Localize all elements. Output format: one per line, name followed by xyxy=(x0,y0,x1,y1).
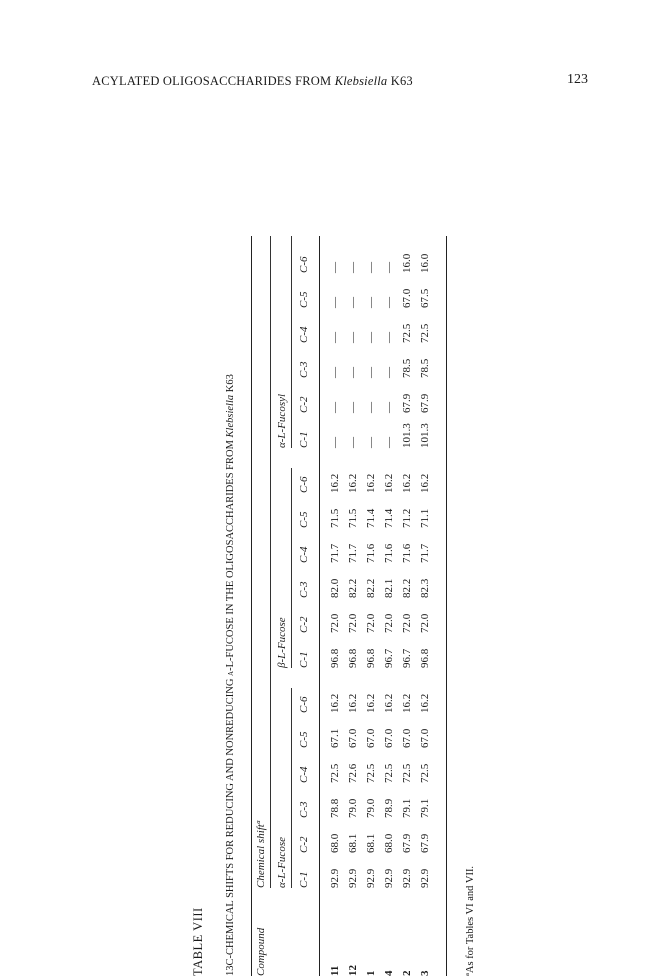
alpha-fucosyl-value: — xyxy=(365,332,377,343)
page-number: 123 xyxy=(567,72,588,88)
rotated-table-block xyxy=(191,206,481,976)
alpha-fucose-value: 79.0 xyxy=(365,799,377,818)
alpha-fucose-value: 67.0 xyxy=(419,729,431,748)
alpha-fucosyl-value: — xyxy=(329,262,341,273)
alpha-fucose-value: 16.2 xyxy=(383,694,395,713)
alpha-fucose-header-c-2: C-2 xyxy=(298,837,310,854)
beta-fucose-value: 72.0 xyxy=(419,614,431,633)
alpha-fucosyl-value: — xyxy=(383,402,395,413)
alpha-fucose-value: 72.5 xyxy=(329,764,341,783)
alpha-fucosyl-value: — xyxy=(365,367,377,378)
running-head xyxy=(92,74,588,94)
alpha-fucose-value: 16.2 xyxy=(365,694,377,713)
beta-fucose-header-c-3: C-3 xyxy=(298,582,310,599)
alpha-fucosyl-value: — xyxy=(383,332,395,343)
alpha-fucose-value: 92.9 xyxy=(347,869,359,888)
alpha-fucosyl-header-c-4: C-4 xyxy=(298,327,310,344)
beta-fucose-value: 82.2 xyxy=(365,579,377,598)
header-chemical-shift: Chemical shiftª xyxy=(255,821,267,888)
alpha-fucose-value: 72.5 xyxy=(383,764,395,783)
alpha-fucose-value: 67.0 xyxy=(401,729,413,748)
alpha-fucosyl-value: 78.5 xyxy=(419,359,431,378)
alpha-fucosyl-value: — xyxy=(329,402,341,413)
alpha-fucose-value: 67.9 xyxy=(401,834,413,853)
alpha-fucose-value: 72.5 xyxy=(365,764,377,783)
alpha-fucosyl-value: — xyxy=(383,367,395,378)
beta-fucose-value: 96.8 xyxy=(365,649,377,668)
alpha-fucosyl-value: 16.0 xyxy=(419,254,431,273)
alpha-fucosyl-value: — xyxy=(383,262,395,273)
alpha-fucose-value: 16.2 xyxy=(419,694,431,713)
alpha-fucose-value: 92.9 xyxy=(329,869,341,888)
alpha-fucose-value: 67.0 xyxy=(383,729,395,748)
alpha-fucose-value: 68.1 xyxy=(347,834,359,853)
alpha-fucose-value: 16.2 xyxy=(401,694,413,713)
alpha-fucose-value: 67.9 xyxy=(419,834,431,853)
alpha-fucosyl-value: — xyxy=(329,437,341,448)
alpha-fucosyl-value: 101.3 xyxy=(401,423,413,448)
beta-fucose-value: 96.7 xyxy=(401,649,413,668)
beta-fucose-header-c-1: C-1 xyxy=(298,652,310,669)
alpha-fucosyl-value: — xyxy=(347,402,359,413)
beta-fucose-value: 71.4 xyxy=(383,509,395,528)
beta-fucose-value: 71.6 xyxy=(365,544,377,563)
alpha-fucosyl-value: — xyxy=(347,332,359,343)
alpha-fucosyl-value: — xyxy=(347,262,359,273)
beta-fucose-value: 72.0 xyxy=(383,614,395,633)
alpha-fucosyl-header-c-5: C-5 xyxy=(298,292,310,309)
alpha-fucosyl-value: — xyxy=(329,367,341,378)
beta-fucose-value: 16.2 xyxy=(329,474,341,493)
alpha-fucosyl-value: 78.5 xyxy=(401,359,413,378)
beta-fucose-value: 96.8 xyxy=(347,649,359,668)
alpha-fucosyl-header-c-3: C-3 xyxy=(298,362,310,379)
alpha-fucose-value: 67.0 xyxy=(347,729,359,748)
alpha-fucosyl-value: — xyxy=(347,437,359,448)
alpha-fucose-header-c-5: C-5 xyxy=(298,732,310,749)
beta-fucose-value: 16.2 xyxy=(383,474,395,493)
alpha-fucosyl-value: 72.5 xyxy=(419,324,431,343)
alpha-fucose-value: 92.9 xyxy=(401,869,413,888)
alpha-fucose-value: 72.5 xyxy=(401,764,413,783)
alpha-fucose-value: 79.1 xyxy=(401,799,413,818)
table-footnote: ªAs for Tables VI and VII. xyxy=(465,866,476,976)
alpha-fucose-value: 67.1 xyxy=(329,729,341,748)
alpha-fucose-header-c-3: C-3 xyxy=(298,802,310,819)
alpha-fucosyl-header-c-6: C-6 xyxy=(298,257,310,274)
beta-fucose-value: 16.2 xyxy=(365,474,377,493)
beta-fucose-value: 71.7 xyxy=(347,544,359,563)
table-label: TABLE VIII xyxy=(191,907,206,976)
caption-genus: Klebsiella xyxy=(225,395,236,438)
beta-fucose-value: 71.7 xyxy=(419,544,431,563)
alpha-fucosyl-rule xyxy=(291,236,292,448)
alpha-fucose-value: 72.6 xyxy=(347,764,359,783)
beta-fucose-value: 16.2 xyxy=(347,474,359,493)
table-bottom-rule xyxy=(446,236,447,976)
compound-number: 4 xyxy=(383,971,395,976)
compound-number: 11 xyxy=(329,966,341,976)
beta-fucose-value: 96.8 xyxy=(419,649,431,668)
header-beta-fucose: β-L-Fucose xyxy=(276,617,288,668)
alpha-fucose-value: 16.2 xyxy=(347,694,359,713)
alpha-fucosyl-value: — xyxy=(347,367,359,378)
beta-fucose-value: 71.6 xyxy=(383,544,395,563)
alpha-fucosyl-value: — xyxy=(347,297,359,308)
alpha-fucose-value: 79.0 xyxy=(347,799,359,818)
alpha-fucosyl-value: 101.3 xyxy=(419,423,431,448)
alpha-fucosyl-value: — xyxy=(383,297,395,308)
beta-fucose-value: 82.0 xyxy=(329,579,341,598)
alpha-fucose-header-c-1: C-1 xyxy=(298,872,310,889)
alpha-fucose-value: 68.0 xyxy=(329,834,341,853)
compound-number: 2 xyxy=(401,971,413,976)
alpha-fucose-header-c-6: C-6 xyxy=(298,697,310,714)
alpha-fucose-value: 92.9 xyxy=(383,869,395,888)
table-top-rule xyxy=(251,236,252,976)
alpha-fucosyl-value: 72.5 xyxy=(401,324,413,343)
header-alpha-fucosyl: α-L-Fucosyl xyxy=(276,394,288,448)
alpha-fucosyl-value: 67.9 xyxy=(401,394,413,413)
beta-fucose-header-c-5: C-5 xyxy=(298,512,310,529)
running-head-title: ACYLATED OLIGOSACCHARIDES FROM Klebsiella K63 xyxy=(92,74,413,89)
beta-fucose-value: 71.2 xyxy=(401,509,413,528)
beta-fucose-value: 82.3 xyxy=(419,579,431,598)
beta-fucose-value: 71.5 xyxy=(329,509,341,528)
beta-fucose-value: 82.2 xyxy=(401,579,413,598)
chemical-shift-rule xyxy=(270,236,271,888)
compound-number: 12 xyxy=(347,965,359,976)
alpha-fucose-value: 72.5 xyxy=(419,764,431,783)
beta-fucose-value: 72.0 xyxy=(401,614,413,633)
header-alpha-fucose: α-L-Fucose xyxy=(276,837,288,888)
alpha-fucose-value: 68.1 xyxy=(365,834,377,853)
alpha-fucosyl-header-c-1: C-1 xyxy=(298,432,310,449)
alpha-fucosyl-value: — xyxy=(329,332,341,343)
table-caption: 13C-CHEMICAL SHIFTS FOR REDUCING AND NONREDUCING α-L-FUCOSE IN THE OLIGOSACCHARIDES FROM Klebsiella K63 xyxy=(225,374,236,976)
alpha-fucose-value: 68.0 xyxy=(383,834,395,853)
alpha-fucose-value: 67.0 xyxy=(365,729,377,748)
alpha-fucosyl-value: 16.0 xyxy=(401,254,413,273)
beta-fucose-value: 71.7 xyxy=(329,544,341,563)
alpha-fucose-value: 79.1 xyxy=(419,799,431,818)
alpha-fucose-value: 92.9 xyxy=(365,869,377,888)
beta-fucose-value: 72.0 xyxy=(365,614,377,633)
beta-fucose-value: 71.5 xyxy=(347,509,359,528)
alpha-fucosyl-header-c-2: C-2 xyxy=(298,397,310,414)
alpha-fucosyl-value: — xyxy=(383,437,395,448)
compound-number: 3 xyxy=(419,971,431,976)
beta-fucose-value: 72.0 xyxy=(347,614,359,633)
header-bottom-rule xyxy=(319,236,320,976)
alpha-fucose-rule xyxy=(291,688,292,888)
beta-fucose-value: 16.2 xyxy=(401,474,413,493)
header-compound: Compound xyxy=(255,928,267,976)
beta-fucose-value: 82.1 xyxy=(383,579,395,598)
beta-fucose-value: 72.0 xyxy=(329,614,341,633)
alpha-fucose-value: 16.2 xyxy=(329,694,341,713)
beta-fucose-value: 96.7 xyxy=(383,649,395,668)
beta-fucose-value: 71.6 xyxy=(401,544,413,563)
beta-fucose-value: 82.2 xyxy=(347,579,359,598)
beta-fucose-header-c-6: C-6 xyxy=(298,477,310,494)
alpha-fucose-value: 78.8 xyxy=(329,799,341,818)
alpha-fucosyl-value: 67.5 xyxy=(419,289,431,308)
alpha-fucosyl-value: — xyxy=(365,437,377,448)
alpha-fucosyl-value: — xyxy=(365,297,377,308)
beta-fucose-rule xyxy=(291,468,292,668)
alpha-fucose-value: 92.9 xyxy=(419,869,431,888)
compound-number: 1 xyxy=(365,971,377,976)
beta-fucose-value: 96.8 xyxy=(329,649,341,668)
beta-fucose-value: 16.2 xyxy=(419,474,431,493)
alpha-fucosyl-value: — xyxy=(329,297,341,308)
beta-fucose-value: 71.4 xyxy=(365,509,377,528)
alpha-fucosyl-value: 67.0 xyxy=(401,289,413,308)
alpha-fucose-value: 78.9 xyxy=(383,799,395,818)
alpha-fucosyl-value: — xyxy=(365,402,377,413)
beta-fucose-header-c-4: C-4 xyxy=(298,547,310,564)
running-head-genus: Klebsiella xyxy=(335,74,388,88)
beta-fucose-value: 71.1 xyxy=(419,509,431,528)
alpha-fucosyl-value: — xyxy=(365,262,377,273)
beta-fucose-header-c-2: C-2 xyxy=(298,617,310,634)
alpha-fucosyl-value: 67.9 xyxy=(419,394,431,413)
alpha-fucose-header-c-4: C-4 xyxy=(298,767,310,784)
